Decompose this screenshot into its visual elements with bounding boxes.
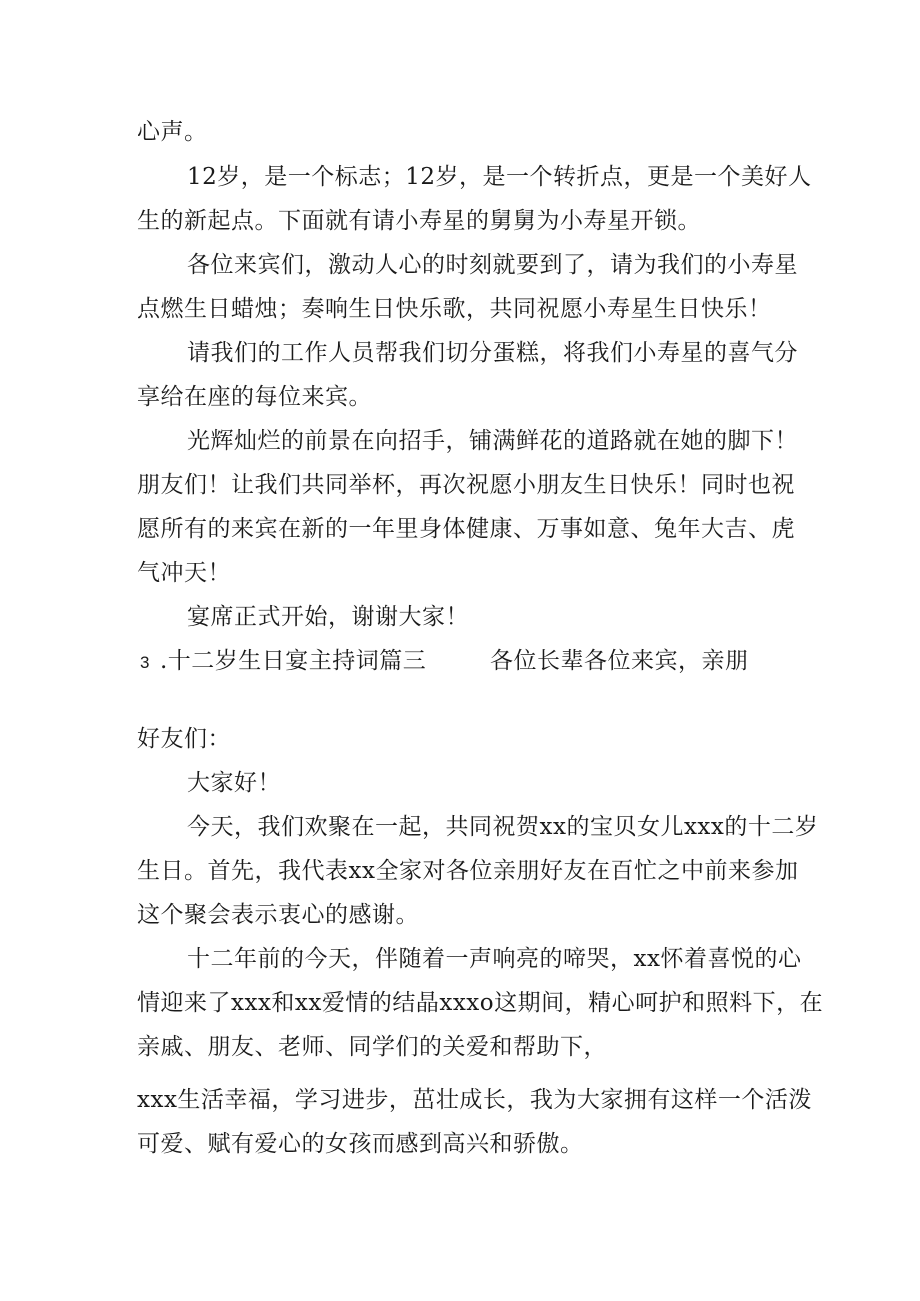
text-line: 光辉灿烂的前景在向招手，铺满鲜花的道路就在她的脚下！ [187, 428, 798, 454]
text-line: xxx生活幸福，学习进步，茁壮成长，我为大家拥有这样一个活泼 [137, 1087, 812, 1113]
text-line: 朋友们！让我们共同举杯，再次祝愿小朋友生日快乐！同时也祝 [137, 472, 795, 498]
text-line: 各位来宾们，激动人心的时刻就要到了，请为我们的小寿星 [187, 252, 798, 278]
text-line: 生的新起点。下面就有请小寿星的舅舅为小寿星开锁。 [137, 208, 701, 234]
text-line: 请我们的工作人员帮我们切分蛋糕，将我们小寿星的喜气分 [187, 340, 798, 366]
text-line: 大家好！ [187, 770, 281, 796]
text-line: 今天，我们欢聚在一起，共同祝贺xx的宝贝女儿xxx的十二岁 [187, 814, 819, 840]
text-line: 愿所有的来宾在新的一年里身体健康、万事如意、兔年大吉、虎 [137, 516, 795, 542]
text-line: 可爱、赋有爱心的女孩而感到高兴和骄傲。 [137, 1131, 584, 1157]
text-line: 情迎来了xxx和xx爱情的结晶xxxo这期间，精心呵护和照料下，在 [137, 990, 824, 1016]
text-line: 好友们： [137, 726, 231, 752]
text-line: 宴席正式开始，谢谢大家！ [187, 604, 469, 630]
text-line: 亲戚、朋友、老师、同学们的关爱和帮助下， [137, 1034, 607, 1060]
text-line: 十二年前的今天，伴随着一声响亮的啼哭，xx怀着喜悦的心 [187, 946, 802, 972]
text-line: 心声。 [137, 119, 208, 145]
section-title: .十二岁生日宴主持词篇三 [160, 648, 427, 674]
section-continuation: 各位长辈各位来宾，亲朋 [490, 648, 749, 674]
text-line: 点燃生日蜡烛；奏响生日快乐歌，共同祝愿小寿星生日快乐！ [137, 296, 772, 322]
text-line: 这个聚会表示衷心的感谢。 [137, 902, 419, 928]
section-number: 3 [140, 653, 150, 672]
text-line: 享给在座的每位来宾。 [137, 384, 372, 410]
text-line: 气冲天！ [137, 560, 231, 586]
text-line: 生日。首先，我代表xx全家对各位亲朋好友在百忙之中前来参加 [137, 858, 799, 884]
text-line: 12岁，是一个标志；12岁，是一个转折点，更是一个美好人 [187, 164, 812, 190]
